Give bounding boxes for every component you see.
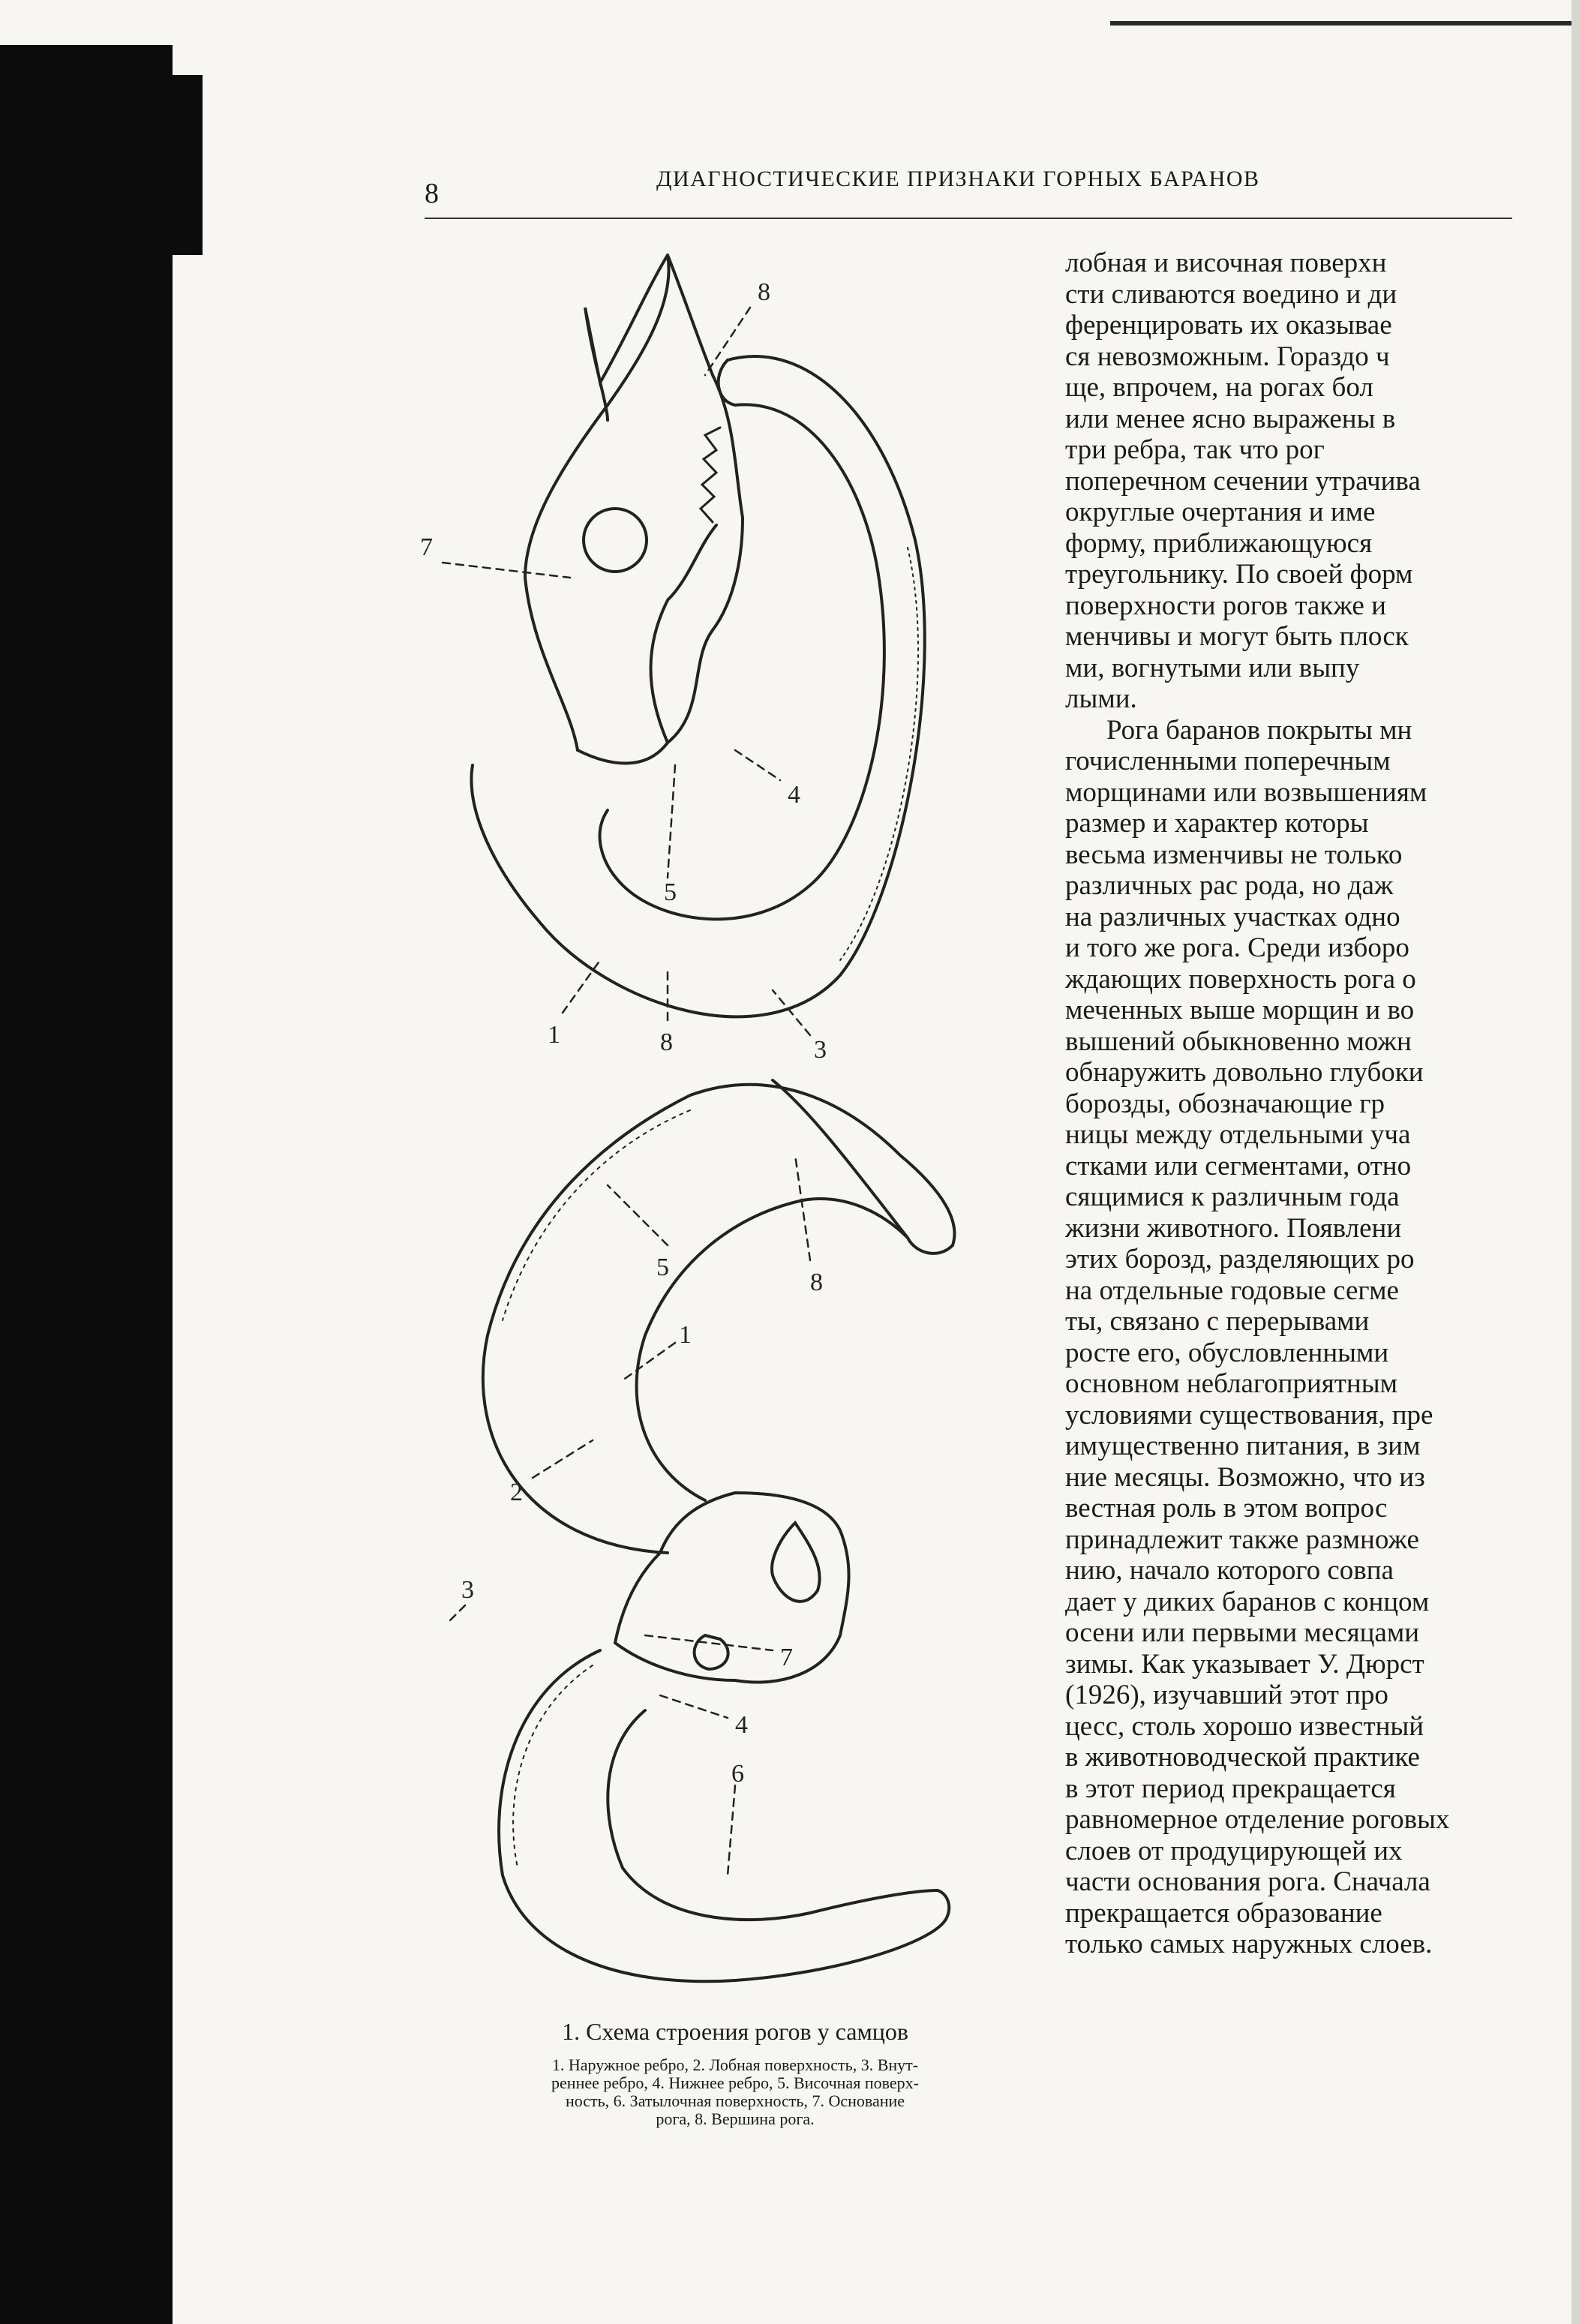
running-title: ДИАГНОСТИЧЕСКИЕ ПРИЗНАКИ ГОРНЫХ БАРАНОВ xyxy=(656,167,1260,191)
text-line: ся невозможным. Гораздо ч xyxy=(1065,341,1390,372)
text-line: стками или сегментами, отно xyxy=(1065,1150,1412,1182)
text-line: различных рас рода, но даж xyxy=(1065,870,1394,901)
page-number: 8 xyxy=(425,178,439,209)
text-line: размер и характер которы xyxy=(1065,808,1369,839)
text-line: нию, начало которого совпа xyxy=(1065,1555,1394,1586)
text-line: весьма изменчивы не только xyxy=(1065,839,1403,870)
text-line: прекращается образование xyxy=(1065,1897,1382,1929)
text-line: меченных выше морщин и во xyxy=(1065,995,1415,1025)
bottom-label-7: 7 xyxy=(780,1644,793,1671)
text-line: гочисленными поперечным xyxy=(1065,746,1391,776)
bottom-pointer-3 xyxy=(450,1605,465,1620)
bottom-upper-horn-outer xyxy=(483,1085,955,1553)
text-line: ждающих поверхность рога о xyxy=(1065,963,1416,995)
bottom-upper-horn-tip xyxy=(773,1080,953,1254)
text-line: округлые очертания и име xyxy=(1065,497,1376,527)
text-line: основном неблагоприятным xyxy=(1065,1368,1398,1399)
bottom-upper-horn-inner xyxy=(637,1199,908,1500)
text-line: ференцировать их оказывае xyxy=(1065,310,1392,341)
text-line: (1926), изучавший этот про xyxy=(1065,1680,1388,1710)
top-skull-jaw xyxy=(651,525,717,743)
text-line: ты, связано с перерывами xyxy=(1065,1306,1370,1337)
top-label-8-bottom: 8 xyxy=(660,1028,673,1056)
text-line: морщинами или возвышениям xyxy=(1065,776,1427,808)
top-horn-inner-edge xyxy=(600,404,884,919)
caption-legend-line: реннее ребро, 4. Нижнее ребро, 5. Височная поверх- xyxy=(551,2073,919,2092)
top-label-7: 7 xyxy=(420,533,433,561)
text-line: в животноводческой практике xyxy=(1065,1742,1420,1773)
bottom-pointer-4 xyxy=(660,1695,728,1718)
bottom-label-8: 8 xyxy=(810,1269,823,1296)
text-line: этих борозд, разделяющих ро xyxy=(1065,1244,1415,1275)
text-line: зимы. Как указывает У. Дюрст xyxy=(1065,1648,1424,1680)
caption-legend-line: ность, 6. Затылочная поверхность, 7. Основание xyxy=(565,2091,905,2110)
scan-shadow-notch xyxy=(165,75,203,255)
text-line: и того же рога. Среди изборо xyxy=(1065,932,1409,963)
bottom-pointer-5 xyxy=(608,1185,668,1245)
header-rule xyxy=(425,218,1512,219)
caption-legend-line: 1. Наружное ребро, 2. Лобная поверхность, 3. Внут- xyxy=(551,2055,919,2074)
figure-caption xyxy=(435,2018,1035,2128)
text-line: части основания рога. Сначала xyxy=(1065,1866,1430,1897)
text-line: ние месяцы. Возможно, что из xyxy=(1065,1461,1425,1493)
bottom-lower-horn-ridges xyxy=(513,1665,593,1868)
text-line: или менее ясно выражены в xyxy=(1065,403,1396,434)
caption-title: 1. Схема строения рогов у самцов xyxy=(562,2018,908,2045)
bottom-skull-nose xyxy=(772,1523,820,1602)
bottom-lower-horn-inner xyxy=(608,1710,938,1920)
caption-legend-line: рога, 8. Вершина рога. xyxy=(656,2109,815,2128)
text-line: имущественно питания, в зим xyxy=(1065,1431,1421,1461)
horn-diagram xyxy=(420,225,1050,1995)
bottom-label-6: 6 xyxy=(731,1760,744,1788)
top-pointer-1 xyxy=(563,960,600,1013)
bottom-pointer-1 xyxy=(623,1343,675,1380)
text-line: только самых наружных слоев. xyxy=(1065,1929,1433,1959)
text-line: поверхности рогов также и xyxy=(1065,590,1386,621)
bottom-skull-outline xyxy=(615,1493,849,1683)
text-line: треугольнику. По своей форм xyxy=(1065,559,1413,590)
bottom-pointer-2 xyxy=(533,1440,593,1478)
top-label-1: 1 xyxy=(548,1021,560,1049)
text-line: поперечном сечении утрачива xyxy=(1065,465,1421,497)
text-line: борозды, обозначающие гр xyxy=(1065,1088,1385,1119)
scan-shadow-top xyxy=(1110,21,1579,26)
text-line: дает у диких баранов с концом xyxy=(1065,1586,1430,1617)
top-label-3: 3 xyxy=(814,1036,827,1064)
bottom-label-1: 1 xyxy=(679,1321,692,1349)
text-line: принадлежит также размноже xyxy=(1065,1524,1419,1555)
text-line: вестная роль в этом вопрос xyxy=(1065,1493,1388,1524)
text-line: осени или первыми месяцами xyxy=(1065,1617,1420,1648)
text-line: в этот период прекращается xyxy=(1065,1773,1396,1804)
top-pointer-5 xyxy=(668,765,675,878)
text-line: ми, вогнутыми или выпу xyxy=(1065,652,1360,683)
text-line: вышений обыкновенно можн xyxy=(1065,1025,1412,1057)
top-skull-nasal xyxy=(585,255,668,420)
bottom-pointer-8 xyxy=(795,1155,810,1260)
text-line: лобная и височная поверхн xyxy=(1065,248,1387,278)
top-label-4: 4 xyxy=(788,781,800,809)
text-line: на отдельные годовые сегме xyxy=(1065,1275,1399,1306)
text-line: жизни животного. Появлени xyxy=(1065,1212,1402,1244)
top-skull-teeth xyxy=(701,428,720,522)
top-skull-orbit xyxy=(584,509,647,572)
bottom-lower-horn-outer xyxy=(499,1650,945,1981)
bottom-skull-orbit xyxy=(695,1635,728,1669)
text-line: сящимися к различным года xyxy=(1065,1182,1400,1212)
body-text-column xyxy=(1065,248,1575,1960)
caption-legend xyxy=(435,2056,1035,2128)
scan-shadow-left xyxy=(0,45,173,2324)
bottom-upper-horn-ridges xyxy=(503,1110,690,1320)
top-pointer-4 xyxy=(735,750,780,780)
text-line: равномерное отделение роговых xyxy=(1065,1804,1450,1835)
text-line: сти сливаются воедино и ди xyxy=(1065,278,1397,310)
bottom-lower-horn-tip xyxy=(938,1890,949,1920)
text-line: росте его, обусловленными xyxy=(1065,1337,1389,1368)
bottom-label-4: 4 xyxy=(735,1711,748,1739)
text-line: обнаружить довольно глубоки xyxy=(1065,1057,1424,1088)
text-line: лыми. xyxy=(1065,683,1137,714)
text-line: ще, впрочем, на рогах бол xyxy=(1065,372,1373,403)
text-line: менчивы и могут быть плоск xyxy=(1065,621,1409,652)
bottom-label-3: 3 xyxy=(461,1576,474,1604)
text-line: слоев от продуцирующей их xyxy=(1065,1835,1403,1866)
top-skull-outline xyxy=(525,255,743,764)
top-pointer-7 xyxy=(443,563,570,578)
text-line: ницы между отдельными уча xyxy=(1065,1119,1411,1150)
text-line: условиями существования, пре xyxy=(1065,1399,1433,1431)
text-line: цесс, столь хорошо известный xyxy=(1065,1710,1424,1742)
text-line: три ребра, так что рог xyxy=(1065,434,1325,465)
text-line: на различных участках одно xyxy=(1065,901,1400,932)
bottom-pointer-6 xyxy=(728,1785,735,1875)
bottom-label-2: 2 xyxy=(510,1479,523,1506)
horn-diagram-figure xyxy=(420,225,1050,1995)
paragraph-start-line: Рога баранов покрыты мн xyxy=(1106,714,1412,746)
top-label-5: 5 xyxy=(664,878,677,906)
top-label-8: 8 xyxy=(758,278,770,306)
bottom-label-5: 5 xyxy=(656,1254,669,1281)
top-pointer-8a xyxy=(705,308,750,375)
text-line: форму, приближающуюся xyxy=(1065,527,1373,559)
